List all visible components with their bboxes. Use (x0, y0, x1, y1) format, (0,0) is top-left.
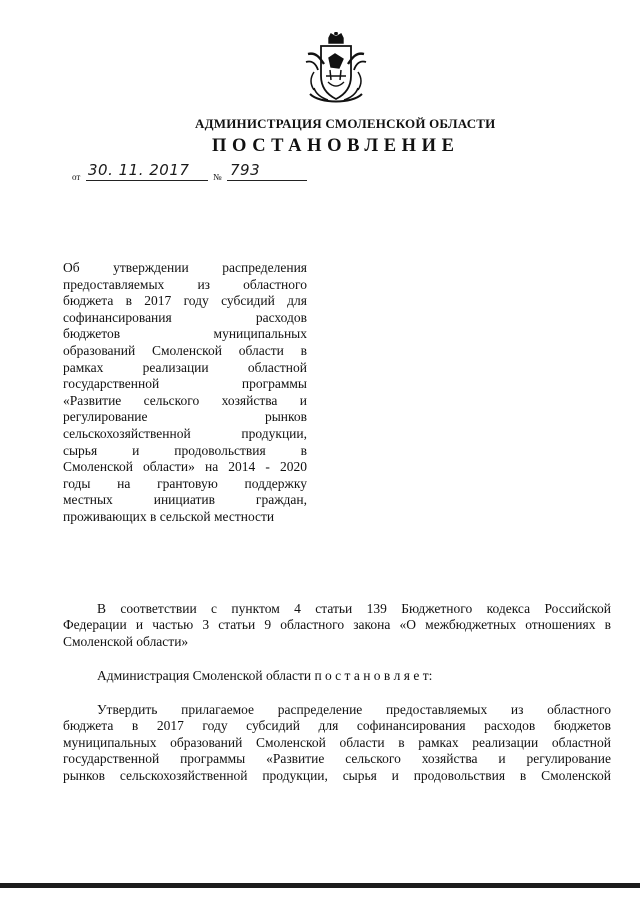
subject-line: софинансирования расходов (63, 309, 307, 325)
subject-line: бюджетов муниципальных (63, 326, 307, 342)
subject-line: Об утверждении распределения (63, 260, 307, 275)
scan-bottom-edge (0, 883, 640, 888)
subject-line: сельскохозяйственной продукции, (63, 425, 307, 441)
subject-line: годы на грантовую поддержку (63, 475, 307, 491)
subject-line: рамках реализации областной (63, 359, 307, 375)
document-type-title: ПОСТАНОВЛЕНИЕ (212, 136, 460, 156)
basis-paragraph (63, 601, 611, 650)
document-subject (63, 260, 307, 526)
date-prefix-label: от (72, 172, 81, 182)
coat-of-arms-emblem (302, 32, 370, 108)
paragraph-line: Утвердить прилагаемое распределение предоставляемых из областного (97, 702, 611, 717)
subject-line: сырья и продовольствия в (63, 442, 307, 458)
document-number: 793 (230, 161, 261, 179)
paragraph-line: государственной программы «Развитие сельского хозяйства и регулирование (63, 751, 611, 767)
subject-line: образований Смоленской области в (63, 342, 307, 358)
subject-line: проживающих в сельской местности (63, 508, 275, 524)
subject-line: «Развитие сельского хозяйства и (63, 392, 307, 408)
paragraph-line: Федерации и частью 3 статьи 9 областного закона «О межбюджетных отношениях в (63, 617, 611, 633)
paragraph-line: Администрация Смоленской области п о с т а н о в л я е т: (97, 668, 433, 683)
date-underline (86, 180, 208, 181)
subject-line: регулирование рынков (63, 409, 307, 425)
subject-line: предоставляемых из областного (63, 276, 307, 292)
subject-line: бюджета в 2017 году субсидий для (63, 293, 307, 309)
paragraph-line: В соответствии с пунктом 4 статьи 139 Бюджетного кодекса Российской (97, 601, 611, 616)
paragraph-line: бюджета в 2017 году субсидий для софинансирования расходов бюджетов (63, 718, 611, 734)
subject-line: Смоленской области» на 2014 - 2020 (63, 459, 307, 475)
paragraph-line: Смоленской области» (63, 633, 189, 649)
paragraph-line: рынков сельскохозяйственной продукции, сырья и продовольствия в Смоленской (63, 767, 611, 783)
document-date: 30. 11. 2017 (88, 161, 190, 179)
subject-line: государственной программы (63, 376, 307, 392)
number-prefix-label: № (213, 172, 222, 182)
organization-name: АДМИНИСТРАЦИЯ СМОЛЕНСКОЙ ОБЛАСТИ (195, 116, 496, 131)
resolution-paragraph (63, 702, 611, 784)
subject-line: местных инициатив граждан, (63, 492, 307, 508)
number-underline (227, 180, 307, 181)
resolution-statement (63, 668, 611, 684)
paragraph-line: муниципальных образований Смоленской области в рамках реализации областной (63, 734, 611, 750)
